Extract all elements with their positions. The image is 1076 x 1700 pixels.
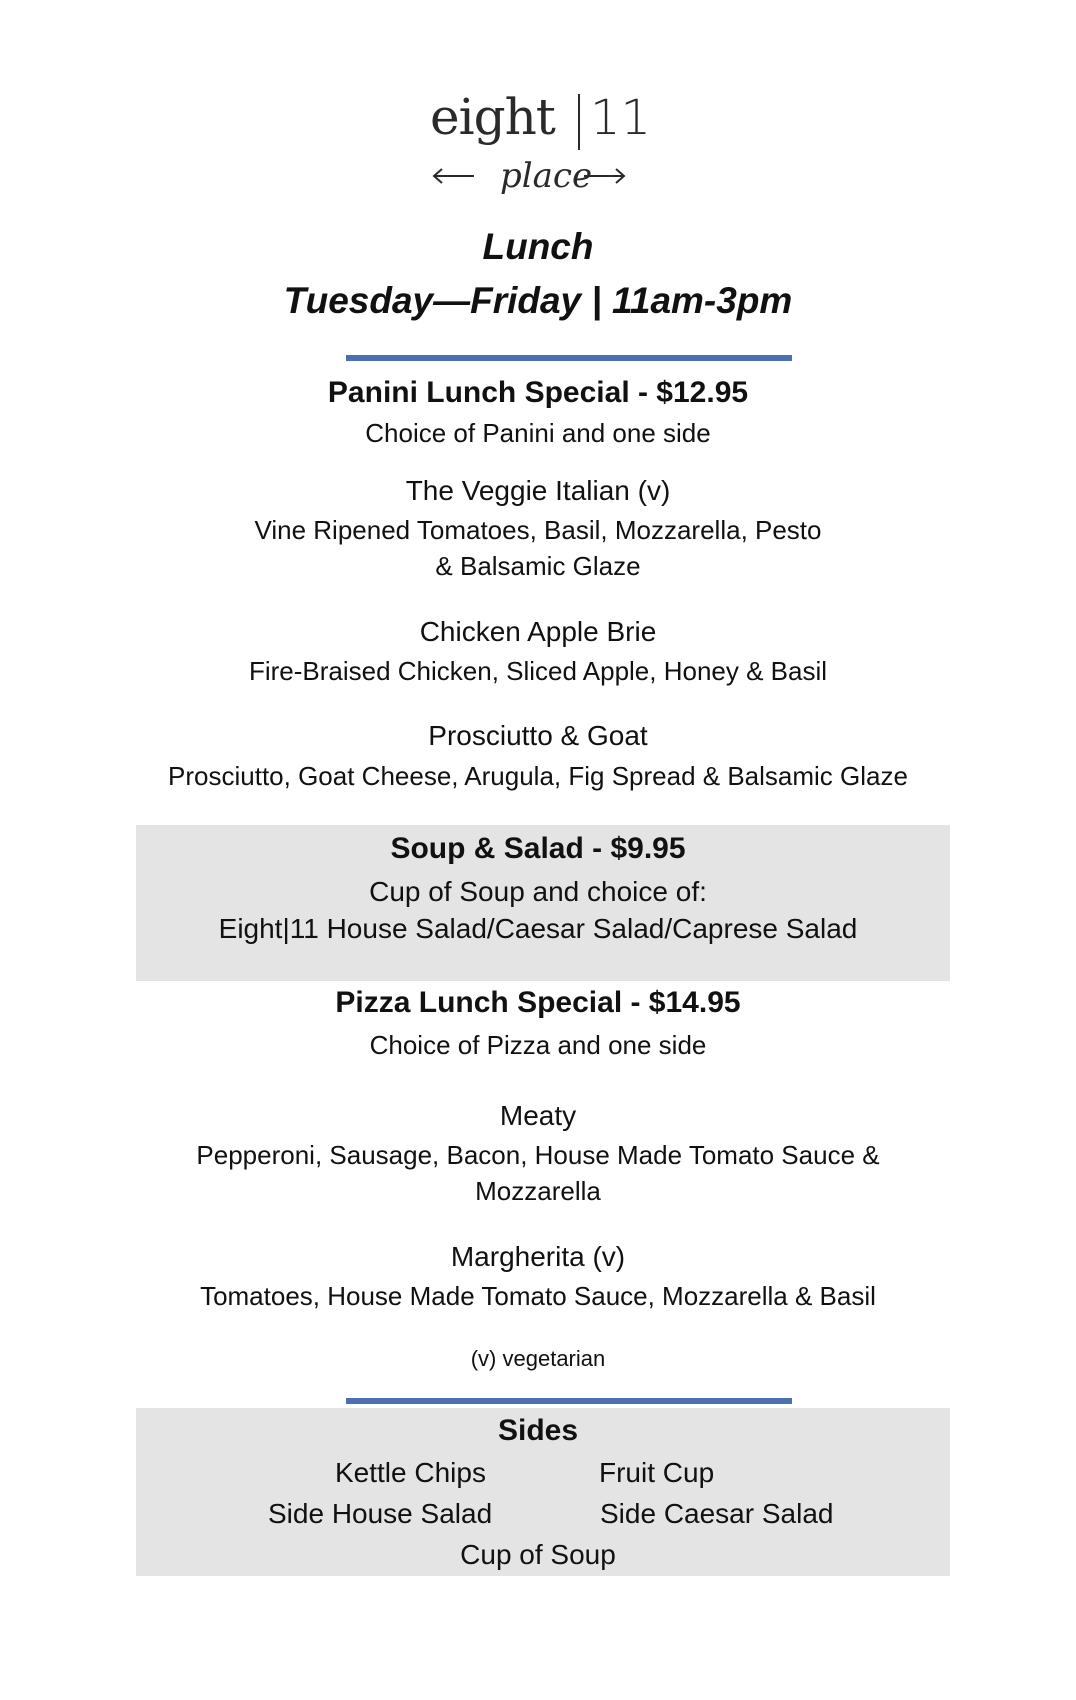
item-name: Prosciutto & Goat bbox=[428, 720, 648, 751]
item-name: Meaty bbox=[499, 1100, 577, 1131]
item-name: The Veggie Italian (v) bbox=[405, 475, 671, 506]
logo-number: 11 bbox=[590, 90, 652, 146]
item-description: Vine Ripened Tomatoes, Basil, Mozzarella, Pesto bbox=[254, 515, 822, 545]
soup-salad-line: Cup of Soup and choice of: bbox=[369, 876, 707, 907]
left-arrow-icon bbox=[430, 164, 476, 188]
sides-heading: Sides bbox=[497, 1414, 579, 1447]
item-description: Fire-Braised Chicken, Sliced Apple, Honey & Basil bbox=[248, 656, 828, 686]
side-item: Side House Salad bbox=[268, 1498, 493, 1529]
logo-word: eight bbox=[430, 88, 555, 146]
side-item: Side Caesar Salad bbox=[600, 1498, 834, 1529]
divider-bottom bbox=[346, 1398, 792, 1404]
pizza-subtitle: Choice of Pizza and one side bbox=[369, 1030, 707, 1060]
menu-hours: Tuesday—Friday | 11am-3pm bbox=[283, 280, 793, 321]
panini-subtitle: Choice of Panini and one side bbox=[365, 418, 711, 448]
panini-heading: Panini Lunch Special - $12.95 bbox=[327, 376, 749, 409]
divider-top bbox=[346, 355, 792, 361]
soup-salad-line: Eight|11 House Salad/Caesar Salad/Caprese Salad bbox=[218, 913, 858, 944]
logo-divider bbox=[578, 94, 580, 150]
right-arrow-icon bbox=[582, 164, 628, 188]
item-description: Pepperoni, Sausage, Bacon, House Made Tomato Sauce & bbox=[196, 1140, 880, 1170]
pizza-heading: Pizza Lunch Special - $14.95 bbox=[335, 986, 741, 1019]
item-description: Prosciutto, Goat Cheese, Arugula, Fig Spread & Balsamic Glaze bbox=[168, 761, 908, 791]
menu-title: Lunch bbox=[482, 226, 594, 267]
side-item: Fruit Cup bbox=[599, 1457, 715, 1488]
item-name: Margherita (v) bbox=[450, 1241, 626, 1272]
logo bbox=[430, 88, 660, 208]
soup-salad-heading: Soup & Salad - $9.95 bbox=[390, 832, 686, 865]
side-item: Cup of Soup bbox=[460, 1539, 616, 1570]
logo-place: place bbox=[500, 156, 593, 196]
item-description: & Balsamic Glaze bbox=[435, 551, 641, 581]
item-description: Tomatoes, House Made Tomato Sauce, Mozzarella & Basil bbox=[200, 1281, 876, 1311]
item-name: Chicken Apple Brie bbox=[419, 616, 657, 647]
item-description: Mozzarella bbox=[475, 1176, 601, 1206]
vegetarian-legend: (v) vegetarian bbox=[470, 1346, 606, 1371]
side-item: Kettle Chips bbox=[335, 1457, 486, 1488]
